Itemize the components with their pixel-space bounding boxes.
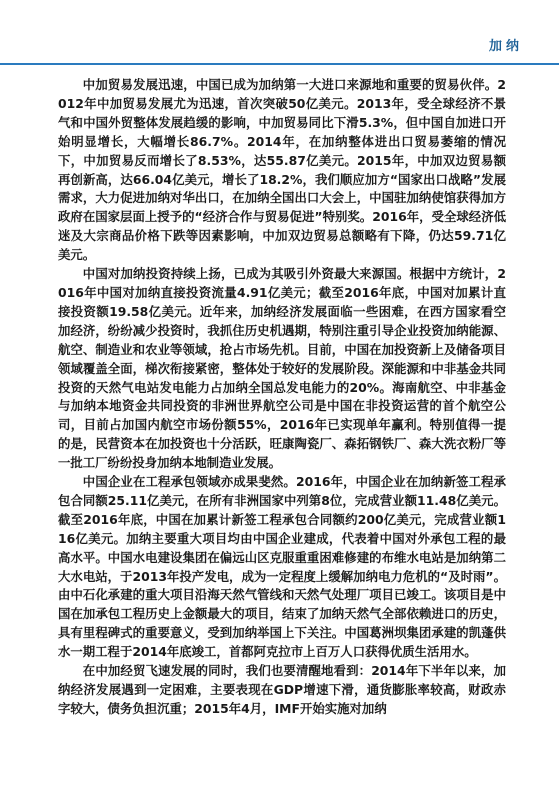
header-divider <box>0 63 559 65</box>
article-body <box>58 76 506 719</box>
paragraph-investment: 中国对加纳投资持续上扬，已成为其吸引外资最大来源国。根据中方统计，2016年中国对加纳直接投资流量4.91亿美元；截至2016年底，中国对加累计直接投资额19.58亿美元。近年来，加纳经济发展面临一些困难，在西方国家看空加经济，纷纷减少投资时，我抓住历史机遇期，特别注重引导企业投资加纳能源、航空、制造业和农业等领域，抢占市场先机。目前，中国在加投资新上及储备项目领域覆盖全面，梯次衔接紧密，整体处于较好的发展阶段。深能源和中非基金共同投资的天然气电站发电能力占加纳全国总发电能力的20%。海南航空、中非基金与加纳本地资金共同投资的非洲世界航空公司是中国在非投资运营的首个航空公司，目前占加国内航空市场份额55%，2016年已实现单年赢利。特别值得一提的是，民营资本在加投资也十分活跃，旺康陶瓷厂、森拓钢铁厂、森大洗衣粉厂等一批工厂纷纷投身加纳本地制造业发展。 <box>58 266 506 471</box>
section-title: 加纳 <box>488 39 523 54</box>
paragraph-challenges: 在中加经贸飞速发展的同时，我们也要清醒地看到：2014年下半年以来，加纳经济发展遇到一定困难，主要表现在GDP增速下滑，通货膨胀率较高，财政赤字较大，债务负担沉重；2015年4月，IMF开始实施对加纳 <box>58 663 506 716</box>
paragraph-trade: 中加贸易发展迅速，中国已成为加纳第一大进口来源地和重要的贸易伙伴。2012年中加贸易发展尤为迅速，首次突破50亿美元。2013年，受全球经济不景气和中国外贸整体发展趋缓的影响，中加贸易同比下滑5.3%，但中国自加进口开始明显增长，大幅增长86.7%。2014年，在加纳整体进出口贸易萎缩的情况下，中加贸易反而增长了8.53%，达55.87亿美元。2015年，中加双边贸易额再创新高，达66.04亿美元，增长了18.2%，我们顺应加方“国家出口战略”发展需求，大力促进加纳对华出口，在加纳全国出口大会上，中国驻加纳使馆获得加方政府在国家层面上授予的“经济合作与贸易促进”特别奖。2016年，受全球经济低迷及大宗商品价格下跌等因素影响，中加双边贸易总额略有下降，仍达59.71亿美元。 <box>58 77 506 263</box>
paragraph-contracting: 中国企业在工程承包领域亦成果斐然。2016年，中国企业在加纳新签工程承包合同额25.11亿美元，在所有非洲国家中列第8位，完成营业额11.48亿美元。截至2016年底，中国在加累计新签工程承包合同额约200亿美元，完成营业额116亿美元。加纳主要重大项目均由中国企业建成，代表着中国对外承包工程的最高水平。中国水电建设集团在偏远山区克服重重困难修建的布维水电站是加纳第二大水电站，于2013年投产发电，成为一定程度上缓解加纳电力危机的“及时雨”。由中石化承建的重大项目沿海天然气管线和天然气处理厂项目已竣工。该项目是中国在加承包工程历史上金额最大的项目，结束了加纳天然气全部依赖进口的历史，具有里程碑式的重要意义，受到加纳举国上下关注。中国葛洲坝集团承建的凯蓬供水一期工程于2014年底竣工，首都阿克拉市上百万人口获得优质生活用水。 <box>58 474 506 660</box>
page-header <box>0 35 559 59</box>
